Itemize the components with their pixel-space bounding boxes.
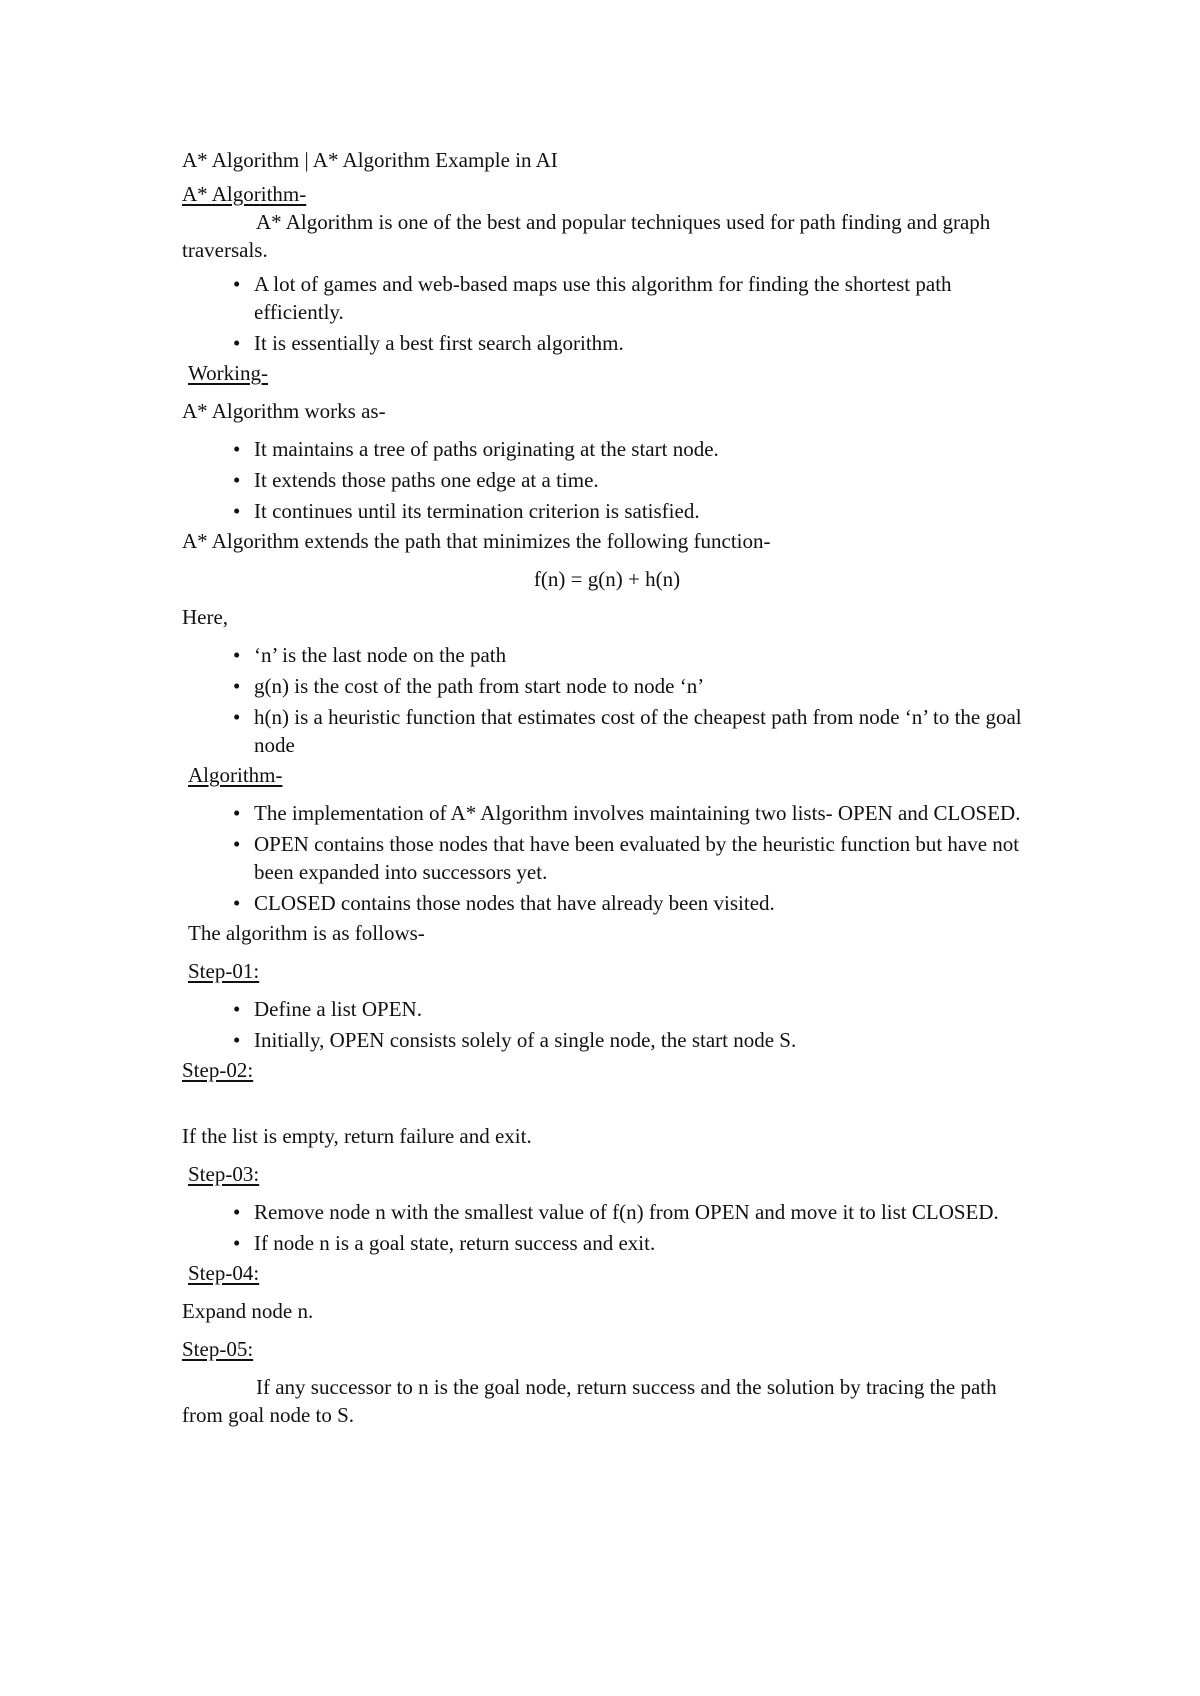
list-item: • h(n) is a heuristic function that estimates cost of the cheapest path from node ‘n’ to the goal node <box>233 705 1022 757</box>
list-item: • g(n) is the cost of the path from start node to node ‘n’ <box>233 674 705 698</box>
bullet-icon: • <box>233 891 241 915</box>
step-01-list <box>182 995 1032 1054</box>
bullet-icon: • <box>233 997 241 1021</box>
document-body <box>182 146 1032 1429</box>
bullet-icon: • <box>233 832 241 856</box>
step-05-label: Step-05: <box>182 1337 254 1361</box>
list-item: • If node n is a goal state, return success and exit. <box>233 1231 656 1255</box>
bullet-icon: • <box>233 1028 241 1052</box>
list-item: • It continues until its termination criterion is satisfied. <box>233 499 700 523</box>
intro-paragraph: A* Algorithm is one of the best and popular techniques used for path finding and graph traversals. <box>182 210 991 262</box>
here-list <box>182 641 1032 759</box>
list-item: • OPEN contains those nodes that have been evaluated by the heuristic function but have not been expanded into successors yet. <box>233 832 1020 884</box>
list-item: • It extends those paths one edge at a time. <box>233 468 599 492</box>
heading-working: Working- <box>188 361 268 385</box>
list-item: • The implementation of A* Algorithm involves maintaining two lists- OPEN and CLOSED. <box>233 801 1021 825</box>
step-02-label: Step-02: <box>182 1058 254 1082</box>
bullet-icon: • <box>233 801 241 825</box>
list-item: • A lot of games and web-based maps use this algorithm for finding the shortest path efficiently. <box>233 272 952 324</box>
list-item: • Define a list OPEN. <box>233 997 422 1021</box>
bullet-icon: • <box>233 705 241 729</box>
bullet-icon: • <box>233 468 241 492</box>
step-01-label: Step-01: <box>188 959 260 983</box>
list-item: • It is essentially a best first search algorithm. <box>233 331 624 355</box>
step-02-text: If the list is empty, return failure and exit. <box>182 1124 532 1148</box>
extends-text: A* Algorithm extends the path that minimizes the following function- <box>182 529 771 553</box>
bullet-icon: • <box>233 1200 241 1224</box>
list-item: • Remove node n with the smallest value of f(n) from OPEN and move it to list CLOSED. <box>233 1200 999 1224</box>
working-list <box>182 435 1032 525</box>
list-item: • CLOSED contains those nodes that have already been visited. <box>233 891 775 915</box>
step-03-label: Step-03: <box>188 1162 260 1186</box>
step-03-list <box>182 1198 1032 1257</box>
algorithm-follows-text: The algorithm is as follows- <box>188 921 425 945</box>
heading-algorithm-steps: Algorithm- <box>188 763 283 787</box>
step-05-text: If any successor to n is the goal node, return success and the solution by tracing the path from goal node to S. <box>182 1375 997 1427</box>
list-item: • It maintains a tree of paths originating at the start node. <box>233 437 719 461</box>
list-item: • Initially, OPEN consists solely of a single node, the start node S. <box>233 1028 797 1052</box>
bullet-icon: • <box>233 1231 241 1255</box>
works-as-text: A* Algorithm works as- <box>182 399 386 423</box>
here-text: Here, <box>182 605 229 629</box>
bullet-icon: • <box>233 272 241 296</box>
step-04-label: Step-04: <box>188 1261 260 1285</box>
list-item: • ‘n’ is the last node on the path <box>233 643 507 667</box>
bullet-icon: • <box>233 331 241 355</box>
bullet-icon: • <box>233 643 241 667</box>
heading-algorithm: A* Algorithm- <box>182 182 307 206</box>
intro-list <box>182 270 1032 357</box>
bullet-icon: • <box>233 674 241 698</box>
document-title: A* Algorithm | A* Algorithm Example in AI <box>182 148 558 172</box>
formula: f(n) = g(n) + h(n) <box>533 567 681 591</box>
bullet-icon: • <box>233 437 241 461</box>
algorithm-list <box>182 799 1032 917</box>
step-04-text: Expand node n. <box>182 1299 314 1323</box>
bullet-icon: • <box>233 499 241 523</box>
